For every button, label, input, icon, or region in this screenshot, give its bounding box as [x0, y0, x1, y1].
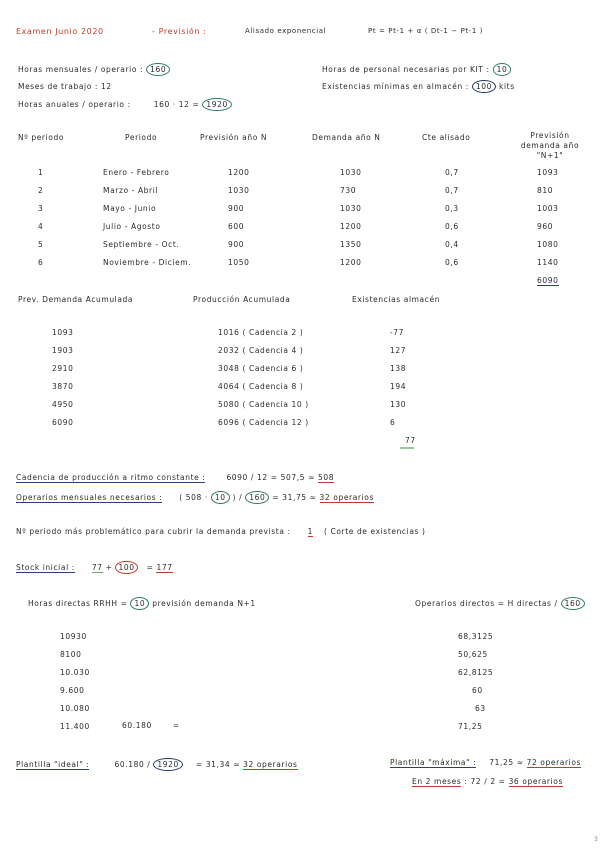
operarios-calc: ( 508 · [179, 493, 208, 502]
t1-cell: 810 [537, 186, 554, 195]
t2-cell: 4064 ( Cadencia 8 ) [218, 382, 304, 391]
t3-cell: 11.400 [60, 722, 90, 731]
t2-cell: 2910 [52, 364, 74, 373]
green-underline [400, 447, 414, 449]
plantilla-ideal-calc: = 31,34 ≈ [195, 760, 241, 769]
t2-cell: 3870 [52, 382, 74, 391]
operarios-label: Operarios mensuales necesarios : [16, 493, 163, 502]
param-meses: Meses de trabajo : 12 [18, 82, 112, 91]
t2-cell: 1093 [52, 328, 74, 337]
t2-header-prev: Prev. Demanda Acumulada [18, 295, 134, 304]
cadencia-calc: 6090 / 12 = 507,5 ≈ [226, 473, 315, 482]
t3-cell: 10930 [60, 632, 87, 641]
t2-cell: 4950 [52, 400, 74, 409]
t1-cell: 0,3 [445, 204, 459, 213]
t1-cell: 4 [38, 222, 44, 231]
t2-cell: 6 [390, 418, 396, 427]
t1-header-prevision: Previsión año N [200, 133, 268, 142]
exam-title: Examen Junio 2020 [16, 27, 104, 36]
operarios-calc: ) / [232, 493, 243, 502]
t2-cell: 2032 ( Cadencia 4 ) [218, 346, 304, 355]
circled-value: 160 [146, 63, 170, 76]
t3-sum-eq: = [172, 721, 180, 730]
param-horas-kit [322, 63, 511, 76]
two-months-value: 36 operarios [508, 777, 563, 786]
periodo-label: Nº periodo más problemático para cubrir la demanda prevista : [16, 527, 291, 536]
t2-cell: 3048 ( Cadencia 6 ) [218, 364, 304, 373]
t1-header-prev-n1: Previsión demanda año "N+1" [520, 131, 580, 160]
t3-cell: 9.600 [60, 686, 85, 695]
stock-a: 77 [91, 563, 103, 572]
t1-header-demanda: Demanda año N [312, 133, 381, 142]
param-label: Existencias mínimas en almacén : [322, 82, 469, 91]
stock-plus: + [105, 563, 113, 572]
page-number: 3 [594, 836, 599, 843]
t3-cell: 62,8125 [458, 668, 494, 677]
param-horas-anuales [18, 98, 232, 111]
periodo-note: ( Corte de existencias ) [323, 527, 426, 536]
param-label: Horas anuales / operario : [18, 100, 131, 109]
t3-header-text: Operarios directos = H directas / [415, 599, 558, 608]
stock-value: 177 [156, 563, 173, 572]
plantilla-max-calc: 71,25 ≈ [489, 758, 524, 767]
t2-header-exist: Existencias almacén [352, 295, 441, 304]
t1-cell: 900 [228, 204, 245, 213]
plantilla-max [390, 758, 581, 767]
plantilla-ideal-label: Plantilla "ideal" : [16, 760, 90, 769]
t1-cell: 1093 [537, 168, 559, 177]
t1-cell: 2 [38, 186, 44, 195]
circled-value: 10 [493, 63, 512, 76]
stock-label: Stock inicial : [16, 563, 75, 572]
t1-cell: 1 [38, 168, 44, 177]
plantilla-ideal-calc: 60.180 / [114, 760, 151, 769]
t2-cell: 1016 ( Cadencia 2 ) [218, 328, 304, 337]
param-existencias [322, 80, 515, 93]
cadencia-value: 508 [317, 473, 335, 482]
operarios-line [16, 491, 374, 504]
t1-header-periodo-num: Nº periodo [18, 133, 65, 142]
stock-line [16, 561, 173, 574]
param-label: Horas mensuales / operario : [18, 65, 144, 74]
t1-cell: 0,7 [445, 168, 459, 177]
t2-cell: 6090 [52, 418, 74, 427]
t1-cell: 730 [340, 186, 357, 195]
plantilla-max-label: Plantilla "máxima" : [390, 758, 477, 767]
t2-cell: 130 [390, 400, 407, 409]
t1-header-cte: Cte alisado [422, 133, 471, 142]
circled-value: 100 [115, 561, 137, 574]
t3-cell: 71,25 [458, 722, 483, 731]
t3-cell: 68,3125 [458, 632, 494, 641]
circled-value: 1920 [153, 758, 183, 771]
t1-cell: 6 [38, 258, 44, 267]
param-horas-mes [18, 63, 170, 76]
t1-header-periodo: Periodo [125, 133, 158, 142]
method-label: Alisado exponencial [245, 27, 327, 35]
t1-cell: 1030 [228, 186, 250, 195]
circled-value: 10 [211, 491, 230, 504]
periodo-line [16, 527, 426, 536]
plantilla-max-value: 72 operarios [526, 758, 582, 767]
t1-cell: 1030 [340, 204, 362, 213]
t1-cell: 1030 [340, 168, 362, 177]
t1-cell: 1050 [228, 258, 250, 267]
t2-cell: 1903 [52, 346, 74, 355]
t1-total: 6090 [537, 276, 559, 285]
t2-cell: 194 [390, 382, 407, 391]
t3-cell: 60 [472, 686, 483, 695]
t1-cell: Enero - Febrero [103, 168, 170, 177]
two-months-label: En 2 meses [412, 777, 462, 786]
periodo-value: 1 [307, 527, 313, 536]
t1-cell: 960 [537, 222, 554, 231]
t1-cell: Julio - Agosto [103, 222, 161, 231]
t1-cell: Noviembre - Diciem. [103, 258, 192, 267]
section-title: - Previsión : [152, 27, 207, 36]
t3-cell: 8100 [60, 650, 82, 659]
t1-cell: 5 [38, 240, 44, 249]
t1-cell: Mayo - Junio [103, 204, 157, 213]
t1-cell: 0,7 [445, 186, 459, 195]
two-months-calc: : 72 / 2 = [464, 777, 506, 786]
circled-value: 160 [561, 597, 585, 610]
param-calc: 160 · 12 = [153, 100, 200, 109]
t3-cell: 10.030 [60, 668, 90, 677]
t1-cell: 1200 [340, 258, 362, 267]
circled-value: 10 [130, 597, 149, 610]
t3-header-text: previsión demanda N+1 [152, 599, 256, 608]
t3-header-text: Horas directas RRHH = [28, 599, 128, 608]
t2-header-prod: Producción Acumulada [193, 295, 291, 304]
circled-value: 100 [472, 80, 496, 93]
t3-header-right [415, 597, 585, 610]
cadencia-line [16, 473, 334, 482]
t1-cell: 1140 [537, 258, 559, 267]
t3-cell: 50,625 [458, 650, 488, 659]
t1-cell: 1350 [340, 240, 362, 249]
circled-value: 1920 [202, 98, 232, 111]
t2-cell: 5080 ( Cadencia 10 ) [218, 400, 309, 409]
cadencia-label: Cadencia de producción a ritmo constante : [16, 473, 206, 482]
t3-header-left [28, 597, 256, 610]
plantilla-ideal-value: 32 operarios [243, 760, 298, 769]
t2-extra: 77 [405, 436, 416, 445]
stock-eq: = [146, 563, 154, 572]
t1-cell: Marzo - Abril [103, 186, 159, 195]
param-unit: kits [499, 82, 515, 91]
t1-cell: 0,6 [445, 258, 459, 267]
t1-cell: 1200 [340, 222, 362, 231]
t3-sum [122, 721, 180, 730]
t2-cell: 138 [390, 364, 407, 373]
t2-cell: -77 [390, 328, 405, 337]
t1-cell: 1003 [537, 204, 559, 213]
plantilla-ideal [16, 758, 298, 771]
t1-cell: 3 [38, 204, 44, 213]
t1-cell: 0,6 [445, 222, 459, 231]
circled-value: 160 [245, 491, 269, 504]
formula: Pt = Pt-1 + α ( Dt-1 − Pt-1 ) [368, 27, 484, 35]
t3-sum-value: 60.180 [122, 721, 152, 730]
operarios-calc: = 31,75 ≈ [272, 493, 317, 502]
t2-cell: 127 [390, 346, 407, 355]
t1-cell: Septiembre - Oct. [103, 240, 180, 249]
t1-cell: 0,4 [445, 240, 459, 249]
t3-cell: 63 [475, 704, 486, 713]
param-label: Horas de personal necesarias por KIT : [322, 65, 490, 74]
plantilla-two-months [412, 777, 563, 786]
t3-cell: 10.080 [60, 704, 90, 713]
t1-cell: 1080 [537, 240, 559, 249]
t1-cell: 600 [228, 222, 245, 231]
t1-cell: 900 [228, 240, 245, 249]
t2-cell: 6096 ( Cadencia 12 ) [218, 418, 309, 427]
t1-cell: 1200 [228, 168, 250, 177]
operarios-value: 32 operarios [319, 493, 374, 502]
